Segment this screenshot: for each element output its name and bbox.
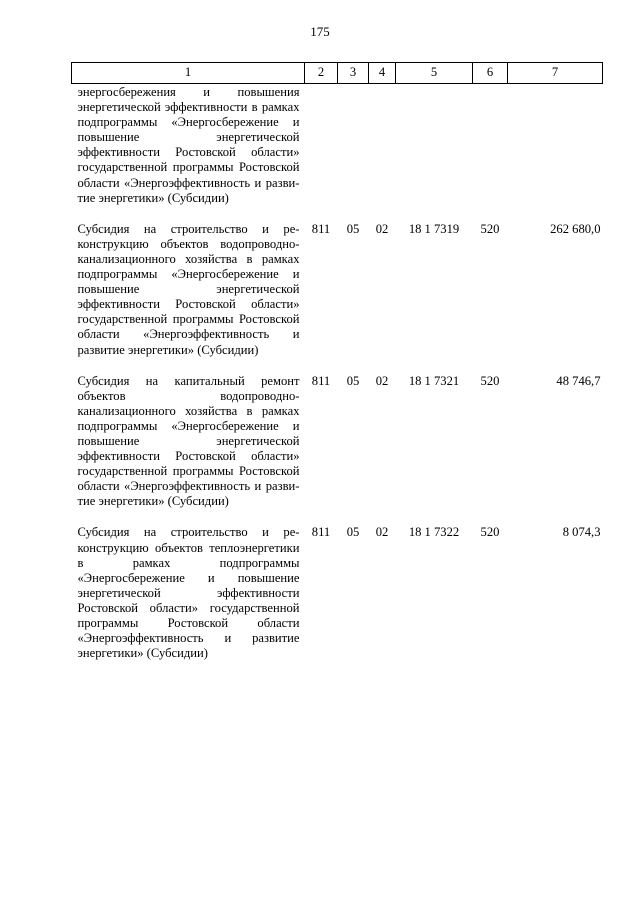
row-target-code: 18 1 7321: [408, 373, 460, 388]
row-subsection-code: 02: [375, 221, 389, 236]
row-target-code: 18 1 7322: [408, 525, 460, 540]
table-row: [72, 509, 603, 661]
empty-cell: [369, 84, 396, 206]
table-row: [72, 206, 603, 358]
budget-table: [71, 62, 603, 661]
row-amount: 8 074,3: [562, 525, 601, 540]
row-ministry-code: 811: [311, 525, 331, 540]
row-description: Субсидия на капитальный ремонт объектов водопроводно-канализационного хозяйства в рамках подпрограммы «Энергосбережение и повышение энергетической эффективности Ростовской области» государственной программы Ростовской области «Энергоэффективность и развитие энергетики» (Субсидии): [77, 373, 300, 509]
row-section-code: 05: [346, 221, 360, 236]
row-expense-type-code: 520: [480, 373, 500, 388]
row-section-code: 05: [346, 373, 360, 388]
page-number: 175: [310, 24, 330, 39]
row-amount: 262 680,0: [550, 221, 601, 236]
row-amount: 48 746,7: [556, 373, 601, 388]
empty-cell: [305, 84, 338, 206]
header-col-3: 3: [338, 63, 369, 84]
continuation-description: энергосбережения и повышения энергетической эффективности в рамках подпрограммы «Энергосбережение и повышение энергетической эффективности Ростовской области» государственной программы Ростовской области «Энергоэффективность и развитие энергетики» (Субсидии): [77, 85, 300, 205]
table-row-continuation: [72, 84, 603, 206]
row-description: Субсидия на строительство и реконструкцию объектов водопроводно-канализационного хозяйства в рамках подпрограммы «Энергосбережение и повышение энергетической эффективности Ростовской области» государственной программы Ростовской области «Энергоэффективность и развитие энергетики» (Субсидии): [77, 221, 300, 357]
row-target-code: 18 1 7319: [408, 221, 460, 236]
header-col-7: 7: [508, 63, 603, 84]
header-col-4: 4: [369, 63, 396, 84]
row-ministry-code: 811: [311, 373, 331, 388]
header-col-2: 2: [305, 63, 338, 84]
header-col-6: 6: [473, 63, 508, 84]
empty-cell: [508, 84, 603, 206]
row-expense-type-code: 520: [480, 525, 500, 540]
row-subsection-code: 02: [375, 373, 389, 388]
row-section-code: 05: [346, 525, 360, 540]
header-col-1: 1: [72, 63, 305, 84]
row-description: Субсидия на строительство и реконструкцию объектов теплоэнергетики в рамках подпрограммы «Энергосбережение и повышение энергетической эффективности Ростовской области» государственной программы Ростовской области «Энергоэффективность и развитие энергетики» (Субсидии): [77, 525, 300, 661]
header-row: [72, 63, 603, 84]
empty-cell: [338, 84, 369, 206]
table-body: [72, 84, 603, 662]
row-ministry-code: 811: [311, 221, 331, 236]
empty-cell: [396, 84, 473, 206]
empty-cell: [473, 84, 508, 206]
row-subsection-code: 02: [375, 525, 389, 540]
header-col-5: 5: [396, 63, 473, 84]
table-header: [72, 63, 603, 84]
table-row: [72, 358, 603, 510]
row-expense-type-code: 520: [480, 221, 500, 236]
